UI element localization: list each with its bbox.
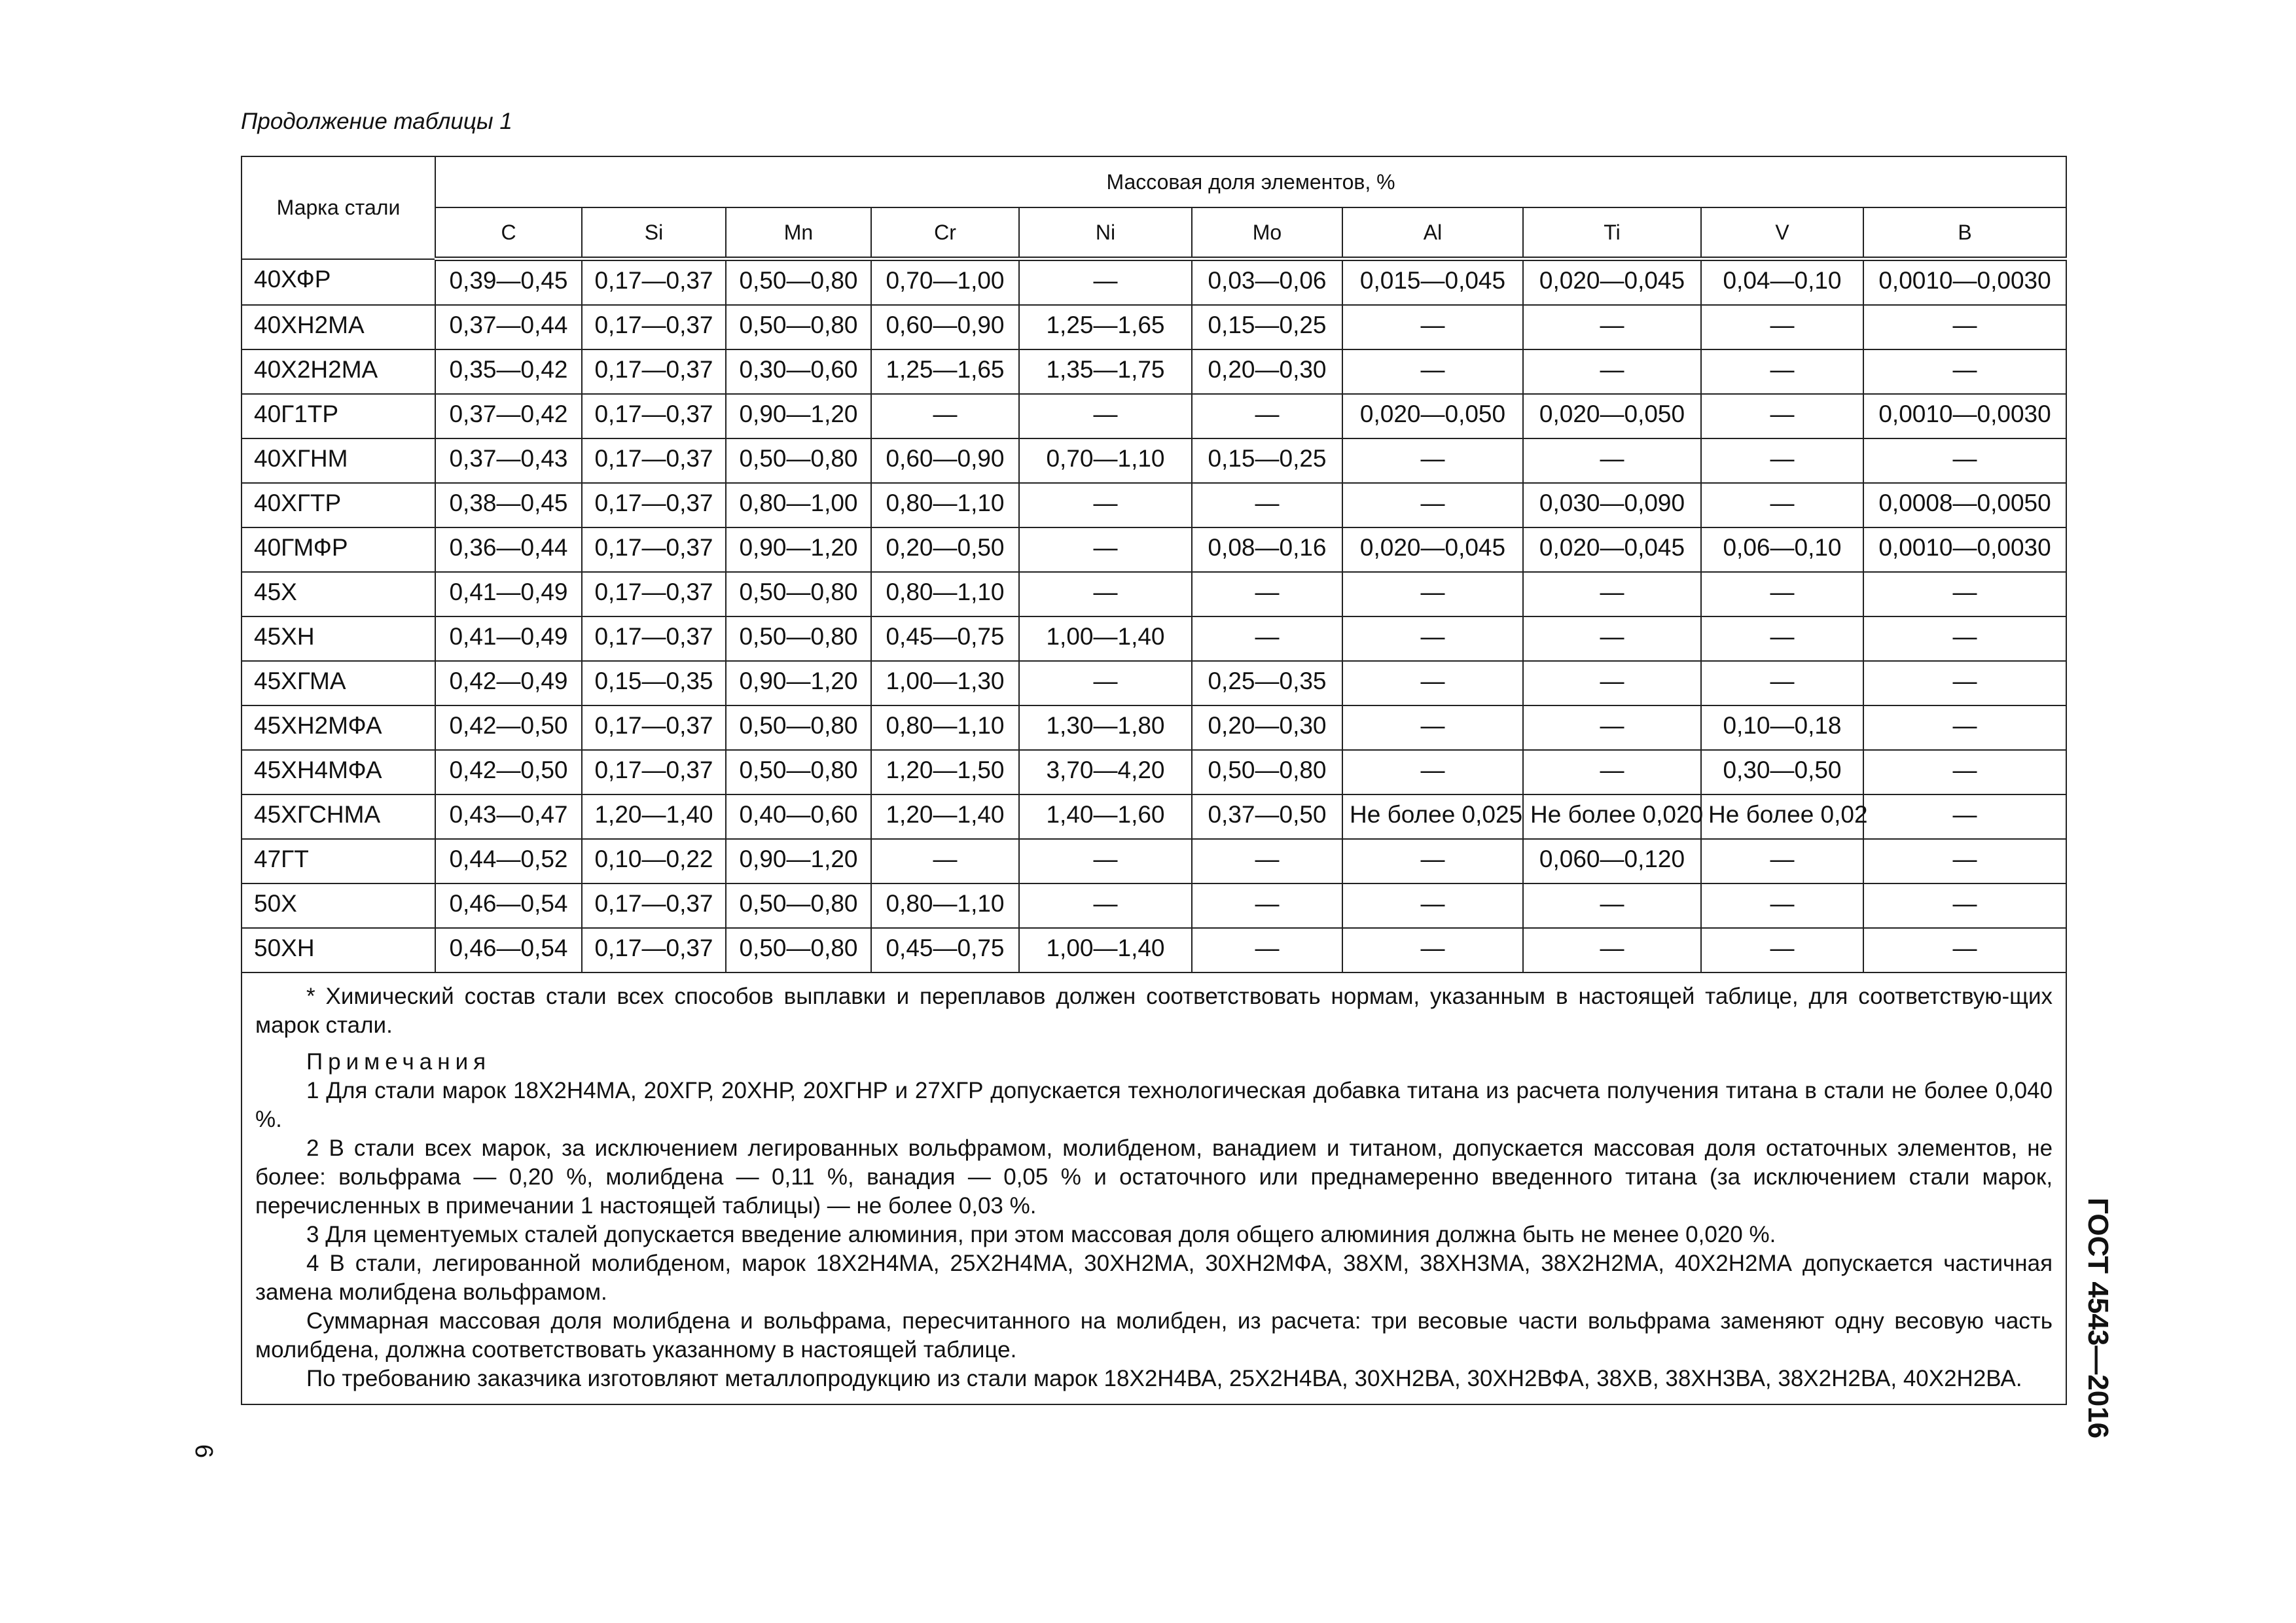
value-cell: 0,70—1,00 [871,259,1019,306]
value-cell: — [1863,839,2066,883]
element-header: Mn [726,207,871,259]
value-cell: — [1019,839,1192,883]
table-row [242,394,2066,438]
value-cell: 0,39—0,45 [435,259,582,306]
value-cell: 0,46—0,54 [435,883,582,928]
standard-designation: ГОСТ 4543—2016 [2082,1198,2114,1439]
value-cell: 0,37—0,43 [435,438,582,483]
value-cell: 0,30—0,60 [726,349,871,394]
value-cell: 1,20—1,50 [871,750,1019,794]
value-cell: — [1019,527,1192,572]
table-row [242,259,2066,306]
grade-cell: 45ХН4МФА [242,750,435,794]
value-cell: 0,42—0,50 [435,750,582,794]
value-cell: 3,70—4,20 [1019,750,1192,794]
value-cell: — [1863,572,2066,616]
value-cell: Не более 0,020 [1523,794,1701,839]
value-cell: 0,90—1,20 [726,394,871,438]
value-cell: — [1701,572,1863,616]
value-cell: — [1019,661,1192,705]
value-cell: 1,25—1,65 [1019,305,1192,349]
value-cell: — [1523,349,1701,394]
grade-cell: 40Г1ТР [242,394,435,438]
value-cell: 1,20—1,40 [582,794,726,839]
value-cell: — [1192,572,1342,616]
value-cell: — [1342,928,1523,972]
value-cell: 0,30—0,50 [1701,750,1863,794]
value-cell: — [1701,349,1863,394]
value-cell: — [1342,349,1523,394]
grade-header: Марка стали [242,156,435,259]
grade-cell: 40Х2Н2МА [242,349,435,394]
value-cell: 0,020—0,050 [1523,394,1701,438]
value-cell: — [1701,928,1863,972]
value-cell: — [1701,305,1863,349]
value-cell: 0,020—0,045 [1523,527,1701,572]
table-row [242,794,2066,839]
value-cell: — [1523,572,1701,616]
element-header: B [1863,207,2066,259]
value-cell: 0,50—0,80 [726,438,871,483]
grade-cell: 40ХГТР [242,483,435,527]
value-cell: 0,50—0,80 [1192,750,1342,794]
value-cell: 0,50—0,80 [726,750,871,794]
value-cell: 0,0008—0,0050 [1863,483,2066,527]
value-cell: 1,40—1,60 [1019,794,1192,839]
value-cell: 0,44—0,52 [435,839,582,883]
element-header: Cr [871,207,1019,259]
value-cell: — [871,394,1019,438]
value-cell: 1,25—1,65 [871,349,1019,394]
value-cell: 0,36—0,44 [435,527,582,572]
element-header: Mo [1192,207,1342,259]
value-cell: 0,10—0,18 [1701,705,1863,750]
value-cell: 0,015—0,045 [1342,259,1523,306]
value-cell: 0,15—0,35 [582,661,726,705]
value-cell: — [1701,839,1863,883]
value-cell: 0,38—0,45 [435,483,582,527]
value-cell: 0,90—1,20 [726,527,871,572]
grade-cell: 47ГТ [242,839,435,883]
value-cell: 1,00—1,30 [871,661,1019,705]
value-cell: — [1863,705,2066,750]
value-cell: — [1019,483,1192,527]
value-cell: — [1342,839,1523,883]
value-cell: — [1701,883,1863,928]
value-cell: 0,37—0,42 [435,394,582,438]
mass-fraction-header: Массовая доля элементов, % [435,156,2066,207]
value-cell: — [1342,883,1523,928]
table-row [242,661,2066,705]
value-cell: 0,43—0,47 [435,794,582,839]
value-cell: — [1863,305,2066,349]
value-cell: 0,10—0,22 [582,839,726,883]
value-cell: 0,50—0,80 [726,928,871,972]
value-cell: 0,35—0,42 [435,349,582,394]
value-cell: — [1342,750,1523,794]
composition-table [241,156,2067,1405]
value-cell: 0,37—0,50 [1192,794,1342,839]
value-cell: 0,37—0,44 [435,305,582,349]
value-cell: 0,90—1,20 [726,839,871,883]
table-row [242,705,2066,750]
value-cell: 0,03—0,06 [1192,259,1342,306]
value-cell: 0,80—1,10 [871,883,1019,928]
value-cell: 0,40—0,60 [726,794,871,839]
value-cell: — [1701,394,1863,438]
value-cell: — [1863,438,2066,483]
value-cell: 0,50—0,80 [726,883,871,928]
value-cell: 0,25—0,35 [1192,661,1342,705]
grade-cell: 40ХФР [242,259,435,306]
value-cell: 1,00—1,40 [1019,928,1192,972]
value-cell: 0,20—0,50 [871,527,1019,572]
value-cell: — [1523,616,1701,661]
value-cell: 0,80—1,10 [871,705,1019,750]
value-cell: — [1342,705,1523,750]
value-cell: — [1192,483,1342,527]
value-cell: 0,17—0,37 [582,705,726,750]
value-cell: — [1701,661,1863,705]
value-cell: 0,50—0,80 [726,705,871,750]
value-cell: 0,41—0,49 [435,572,582,616]
value-cell: — [1523,661,1701,705]
grade-cell: 40ХГНМ [242,438,435,483]
note-item: По требованию заказчика изготовляют металлопродукцию из стали марок 18Х2Н4ВА, 25Х2Н4ВА, 30ХН2ВА, 30ХН2ВФА, 38ХВ, 38ХН3ВА, 38Х2Н2ВА, 40Х2Н2ВА. [306,1366,2022,1391]
value-cell: 0,020—0,045 [1342,527,1523,572]
table-row [242,349,2066,394]
table-row [242,750,2066,794]
value-cell: 0,45—0,75 [871,928,1019,972]
grade-cell: 45ХГМА [242,661,435,705]
value-cell: 1,20—1,40 [871,794,1019,839]
note-item: 4 В стали, легированной молибденом, марок 18Х2Н4МА, 25Х2Н4МА, 30ХН2МА, 30ХН2МФА, 38ХМ, 38ХН3МА, 38Х2Н2МА, 40Х2Н2МА допускается частичная замена молибдена вольфрамом. [255,1251,2053,1305]
page-number: 6 [190,1444,218,1459]
value-cell: 0,17—0,37 [582,928,726,972]
table-row [242,483,2066,527]
value-cell: 0,50—0,80 [726,305,871,349]
value-cell: — [1192,394,1342,438]
note-item: 2 В стали всех марок, за исключением легированных вольфрамом, молибденом, ванадием и титаном, допускается массовая доля остаточных элементов, не более: вольфрама — 0,20 %, молибдена — 0,11 %, ванадия — 0,05 % и остаточного или преднамеренно введенного титана (за исключением стали марок, перечисленных в примечании 1 настоящей таблицы) — не более 0,03 %. [255,1135,2053,1219]
value-cell: 0,0010—0,0030 [1863,259,2066,306]
element-header: Ti [1523,207,1701,259]
value-cell: 0,17—0,37 [582,483,726,527]
value-cell: — [1342,616,1523,661]
value-cell: 0,50—0,80 [726,616,871,661]
element-header: V [1701,207,1863,259]
value-cell: 0,020—0,050 [1342,394,1523,438]
note-item: Суммарная массовая доля молибдена и вольфрама, пересчитанного на молибден, из расчета: три весовые части вольфрама заменяют одну весовую часть молибдена, должна соответствовать указанному в настоящей таблице. [255,1308,2053,1363]
table-row [242,438,2066,483]
value-cell: — [1863,928,2066,972]
value-cell: — [1863,616,2066,661]
value-cell: 0,0010—0,0030 [1863,527,2066,572]
value-cell: — [1701,438,1863,483]
value-cell: — [1701,616,1863,661]
note-item: 1 Для стали марок 18Х2Н4МА, 20ХГР, 20ХНР, 20ХГНР и 27ХГР допускается технологическая добавка титана из расчета получения титана в стали не более 0,040 %. [255,1078,2053,1132]
grade-cell: 40ГМФР [242,527,435,572]
value-cell: — [1701,483,1863,527]
grade-cell: 45ХН2МФА [242,705,435,750]
value-cell: — [1192,839,1342,883]
value-cell: — [1863,883,2066,928]
value-cell: — [1192,616,1342,661]
value-cell: 0,15—0,25 [1192,305,1342,349]
value-cell: 0,46—0,54 [435,928,582,972]
element-header: Si [582,207,726,259]
value-cell: 0,17—0,37 [582,616,726,661]
grade-cell: 45ХГСНМА [242,794,435,839]
value-cell: — [1192,883,1342,928]
value-cell: 0,08—0,16 [1192,527,1342,572]
value-cell: 0,20—0,30 [1192,705,1342,750]
value-cell: 0,06—0,10 [1701,527,1863,572]
table-row [242,527,2066,572]
value-cell: 0,41—0,49 [435,616,582,661]
value-cell: — [1342,483,1523,527]
value-cell: — [1019,883,1192,928]
footnote: * Химический состав стали всех способов выплавки и переплавов должен соответствовать нормам, указанным в настоящей таблице, для соответствую-щих марок стали. [255,984,2053,1038]
value-cell: 1,35—1,75 [1019,349,1192,394]
table-row [242,616,2066,661]
value-cell: — [1192,928,1342,972]
table-row [242,883,2066,928]
value-cell: 0,42—0,50 [435,705,582,750]
note-item: 3 Для цементуемых сталей допускается введение алюминия, при этом массовая доля общего алюминия должна быть не менее 0,020 %. [306,1222,1776,1247]
value-cell: 0,060—0,120 [1523,839,1701,883]
value-cell: Не более 0,02 [1701,794,1863,839]
value-cell: 0,030—0,090 [1523,483,1701,527]
value-cell: 1,30—1,80 [1019,705,1192,750]
value-cell: 0,17—0,37 [582,572,726,616]
value-cell: 0,80—1,10 [871,483,1019,527]
value-cell: 0,20—0,30 [1192,349,1342,394]
grade-cell: 50Х [242,883,435,928]
table-notes [242,972,2066,1404]
value-cell: 0,17—0,37 [582,259,726,306]
value-cell: — [1523,438,1701,483]
value-cell: — [1523,705,1701,750]
value-cell: 0,80—1,10 [871,572,1019,616]
value-cell: 0,42—0,49 [435,661,582,705]
value-cell: 0,17—0,37 [582,305,726,349]
value-cell: — [1863,661,2066,705]
notes-heading: Примечания [306,1049,492,1075]
value-cell: — [1863,349,2066,394]
table-row [242,305,2066,349]
value-cell: — [1342,572,1523,616]
value-cell: 0,50—0,80 [726,572,871,616]
value-cell: 0,50—0,80 [726,259,871,306]
value-cell: 0,17—0,37 [582,438,726,483]
value-cell: 0,17—0,37 [582,750,726,794]
value-cell: 0,70—1,10 [1019,438,1192,483]
value-cell: 0,0010—0,0030 [1863,394,2066,438]
value-cell: Не более 0,025 [1342,794,1523,839]
table-row [242,928,2066,972]
value-cell: 0,45—0,75 [871,616,1019,661]
value-cell: — [1523,305,1701,349]
value-cell: 1,00—1,40 [1019,616,1192,661]
table-row [242,572,2066,616]
value-cell: 0,17—0,37 [582,883,726,928]
value-cell: — [1019,572,1192,616]
table-caption: Продолжение таблицы 1 [241,109,512,134]
grade-cell: 45ХН [242,616,435,661]
value-cell: 0,020—0,045 [1523,259,1701,306]
table-row [242,839,2066,883]
element-header: C [435,207,582,259]
value-cell: — [1523,928,1701,972]
value-cell: 0,80—1,00 [726,483,871,527]
value-cell: — [1863,794,2066,839]
value-cell: — [871,839,1019,883]
value-cell: — [1019,259,1192,306]
value-cell: — [1863,750,2066,794]
value-cell: — [1523,883,1701,928]
grade-cell: 45Х [242,572,435,616]
value-cell: 0,04—0,10 [1701,259,1863,306]
value-cell: — [1342,438,1523,483]
element-header: Al [1342,207,1523,259]
grade-cell: 50ХН [242,928,435,972]
element-header: Ni [1019,207,1192,259]
value-cell: — [1523,750,1701,794]
grade-cell: 40ХН2МА [242,305,435,349]
value-cell: — [1342,305,1523,349]
value-cell: 0,15—0,25 [1192,438,1342,483]
value-cell: 0,17—0,37 [582,527,726,572]
value-cell: 0,17—0,37 [582,349,726,394]
value-cell: 0,60—0,90 [871,438,1019,483]
value-cell: 0,90—1,20 [726,661,871,705]
value-cell: 0,17—0,37 [582,394,726,438]
value-cell: — [1342,661,1523,705]
value-cell: — [1019,394,1192,438]
value-cell: 0,60—0,90 [871,305,1019,349]
